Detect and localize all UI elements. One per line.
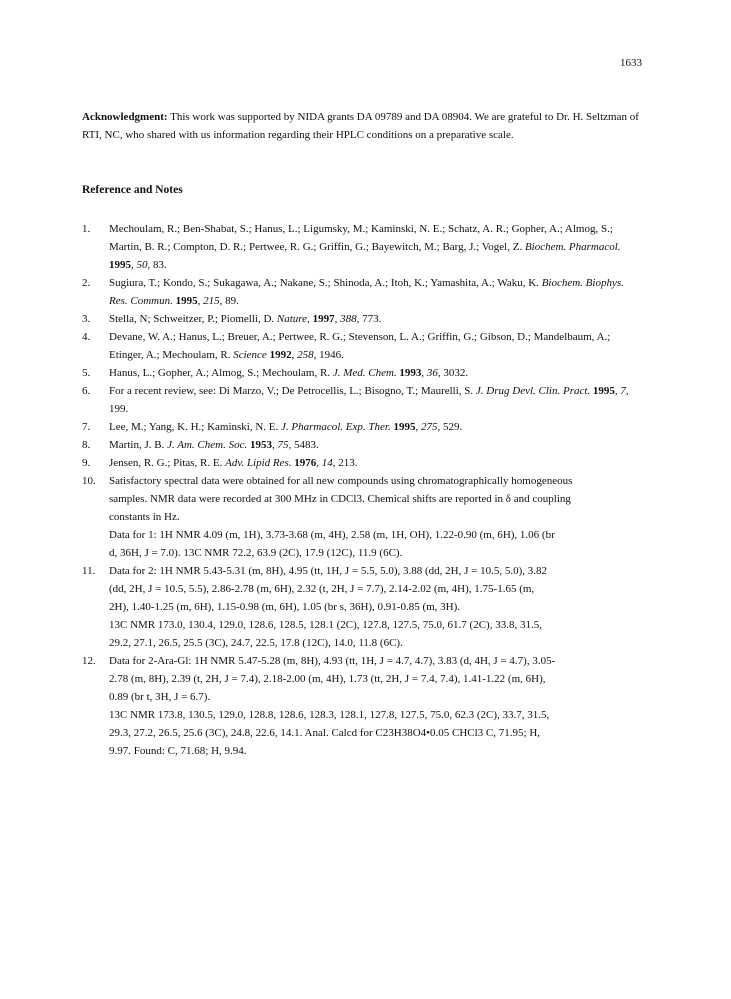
reference-authors: Hanus, L.; Gopher, A.; Almog, S.; Mechoulam, R. <box>109 367 331 379</box>
reference-number: 11. <box>82 565 96 577</box>
reference-journal: J. Pharmacol. Exp. Ther. <box>281 421 391 433</box>
reference-number: 7. <box>82 421 91 433</box>
reference-data-line: (dd, 2H, J = 10.5, 5.5), 2.86-2.78 (m, 6H), 2.32 (t, 2H, J = 7.7), 2.14-2.02 (m, 4H), 1.75-1.65 (m, <box>109 583 535 595</box>
reference-volume: 7 <box>620 385 626 397</box>
reference-item: 8. Martin, J. B. J. Am. Chem. Soc. 1953, 75, 5483. <box>82 436 642 454</box>
reference-year: 1995 <box>109 259 131 271</box>
reference-data-line: 13C NMR 173.0, 130.4, 129.0, 128.6, 128.5, 128.1 (2C), 127.8, 127.5, 75.0, 61.7 (2C), 33.8, 31.5, <box>109 619 542 631</box>
reference-data-line: 9.97. Found: C, 71.68; H, 9.94. <box>109 745 247 757</box>
reference-year: 1993 <box>399 367 422 379</box>
reference-volume: 50 <box>136 259 148 271</box>
reference-pages: 529. <box>442 421 463 433</box>
reference-number: 8. <box>82 439 91 451</box>
reference-data-line <box>109 526 642 544</box>
reference-number: 12. <box>82 655 96 667</box>
reference-item <box>82 562 642 652</box>
reference-number: 6. <box>82 385 91 397</box>
reference-number: 3. <box>82 313 91 325</box>
page-number: 1633 <box>620 57 642 69</box>
reference-note-line: Satisfactory spectral data were obtained for all new compounds using chromatographically homogeneous <box>109 475 573 487</box>
reference-item: 4. Devane, W. A.; Hanus, L.; Breuer, A.; Pertwee, R. G.; Stevenson, L. A.; Griffin, G.; Gibson, D.; Mandelbaum, A.; Etinger, A.; Mechoulam, R. Science 1992, 258, 1946. <box>82 328 642 364</box>
reference-data-line: Data for 2: 1H NMR 5.43-5.31 (m, 8H), 4.95 (tt, 1H, J = 5.5, 5.0), 3.88 (dd, 2H, J = 10.5, 5.0), 3.82 <box>109 565 548 577</box>
references-heading: Reference and Notes <box>82 184 183 196</box>
reference-item <box>82 652 642 760</box>
acknowledgment-label: Acknowledgment: <box>82 111 168 123</box>
reference-year: 1976 <box>294 457 317 469</box>
reference-pages: 199. <box>109 403 129 415</box>
reference-journal: Adv. Lipid Res. <box>225 457 292 469</box>
reference-journal: J. Med. Chem. <box>332 367 397 379</box>
reference-authors: Martin, J. B. <box>109 439 165 451</box>
reference-pages: 773. <box>362 313 382 325</box>
acknowledgment-text: This work was supported by NIDA grants DA 09789 and DA 08904. We are grateful to Dr. H. Seltzman of RTI, NC, who shared with us information regarding their HPLC conditions on a preparative scale. <box>82 111 639 141</box>
reference-item: 9. Jensen, R. G.; Pitas, R. E. Adv. Lipid Res. 1976, 14, 213. <box>82 454 642 472</box>
reference-item: 5. Hanus, L.; Gopher, A.; Almog, S.; Mechoulam, R. J. Med. Chem. 1993, 36, 3032. <box>82 364 642 382</box>
reference-item: 7. Lee, M.; Yang, K. H.; Kaminski, N. E. J. Pharmacol. Exp. Ther. 1995, 275, 529. <box>82 418 642 436</box>
data-text: 1H NMR 4.09 (m, 1H), 3.73-3.68 (m, 4H), 2.58 (m, 1H, OH), 1.22-0.90 (m, 6H), 1.06 (br <box>159 529 555 541</box>
reference-data-line: 0.89 (br t, 3H, J = 6.7). <box>109 691 211 703</box>
reference-volume: 388 <box>340 313 357 325</box>
reference-list <box>82 220 642 760</box>
reference-journal: Nature, <box>276 313 310 325</box>
reference-number: 9. <box>82 457 91 469</box>
reference-note-line: samples. NMR data were recorded at 300 MHz in CDCl3. Chemical shifts are reported in δ and coupling <box>109 493 571 505</box>
reference-journal: Science <box>233 349 267 361</box>
reference-authors: For a recent review, see: Di Marzo, V.; De Petrocellis, L.; Bisogno, T.; Maurelli, S. <box>109 385 474 397</box>
reference-item: 3. Stella, N; Schweitzer, P.; Piomelli, D. Nature, 1997, 388, 773. <box>82 310 642 328</box>
reference-number: 4. <box>82 331 91 343</box>
reference-note-line: constants in Hz. <box>109 511 180 523</box>
reference-data-line: Data for 2-Ara-Gl: 1H NMR 5.47-5.28 (m, 8H), 4.93 (tt, 1H, J = 4.7, 4.7), 3.83 (d, 4H, J = 4.7), 3.05- <box>109 655 556 667</box>
reference-authors: Lee, M.; Yang, K. H.; Kaminski, N. E. <box>109 421 279 433</box>
reference-year: 1995 <box>175 295 198 307</box>
reference-year: 1992 <box>269 349 292 361</box>
reference-volume: 215 <box>203 295 220 307</box>
reference-data-line: 29.3, 27.2, 26.5, 25.6 (3C), 24.8, 22.6, 14.1. Anal. Calcd for C23H38O4•0.05 CHCl3 C, 71.95; H, <box>109 727 541 739</box>
reference-authors: Jensen, R. G.; Pitas, R. E. <box>109 457 223 469</box>
reference-pages: 83. <box>153 259 167 271</box>
reference-number: 2. <box>82 277 91 289</box>
reference-volume: 36 <box>426 367 438 379</box>
reference-data-line: 29.2, 27.1, 26.5, 25.5 (3C), 24.7, 22.5, 17.8 (12C), 14.0, 11.8 (6C). <box>109 637 403 649</box>
reference-data-line: d, 36H, J = 7.0). 13C NMR 72.2, 63.9 (2C), 17.9 (12C), 11.9 (6C). <box>109 547 403 559</box>
reference-volume: 275 <box>420 421 438 433</box>
reference-item <box>82 472 642 562</box>
reference-year: 1997 <box>312 313 335 325</box>
reference-volume: 14 <box>321 457 333 469</box>
reference-volume: 75 <box>277 439 289 451</box>
reference-year: 1995 <box>393 421 416 433</box>
reference-authors: Devane, W. A.; Hanus, L.; Breuer, A.; Pertwee, R. G.; Stevenson, L. A.; Griffin, G.; Gibson, D.; Mandelbaum, A.; Etinger, A.; Mechoulam, R. <box>109 331 611 361</box>
reference-authors: Sugiura, T.; Kondo, S.; Sukagawa, A.; Nakane, S.; Shinoda, A.; Itoh, K.; Yamashita, A.; Waku, K. <box>109 277 539 289</box>
reference-data-line: 2H), 1.40-1.25 (m, 6H), 1.15-0.98 (m, 6H), 1.05 (br s, 36H), 0.91-0.85 (m, 3H). <box>109 601 461 613</box>
reference-year: 1995 <box>592 385 615 397</box>
data-label: Data for 1: <box>109 529 157 541</box>
reference-number: 10. <box>82 475 96 487</box>
reference-volume: 258 <box>297 349 314 361</box>
reference-number: 5. <box>82 367 91 379</box>
acknowledgment <box>82 108 642 144</box>
reference-journal: Biochem. Biophys. Res. Commun. <box>109 277 624 307</box>
reference-pages: 89. <box>225 295 239 307</box>
reference-data-line: 13C NMR 173.8, 130.5, 129.0, 128.8, 128.6, 128.3, 128.1, 127.8, 127.5, 75.0, 62.3 (2C), 33.7, 31.5, <box>109 709 550 721</box>
reference-data-line: 2.78 (m, 8H), 2.39 (t, 2H, J = 7.4), 2.18-2.00 (m, 4H), 1.73 (tt, 2H, J = 7.4, 7.4), 1.41-1.22 (m, 6H), <box>109 673 546 685</box>
reference-authors: Stella, N; Schweitzer, P.; Piomelli, D. <box>109 313 275 325</box>
reference-number: 1. <box>82 223 91 235</box>
reference-year: 1953 <box>249 439 272 451</box>
reference-journal: J. Drug Devl. Clin. Pract. <box>475 385 591 397</box>
reference-item: 1. Mechoulam, R.; Ben-Shabat, S.; Hanus, L.; Ligumsky, M.; Kaminski, N. E.; Schatz, A. R.; Gopher, A.; Almog, S.; Martin, B. R.; Compton, D. R.; Pertwee, R. G.; Griffin, G.; Bayewitch, M.; Barg, J.; Vogel, Z. Biochem. Pharmacol. 1995, 50, 83. <box>82 220 642 274</box>
reference-pages: 1946. <box>319 349 344 361</box>
reference-journal: J. Am. Chem. Soc. <box>167 439 248 451</box>
reference-authors: Mechoulam, R.; Ben-Shabat, S.; Hanus, L.; Ligumsky, M.; Kaminski, N. E.; Schatz, A. R.; Gopher, A.; Almog, S.; Martin, B. R.; Compton, D. R.; Pertwee, R. G.; Griffin, G.; Bayewitch, M.; Barg, J.; Vogel, Z. <box>109 223 613 253</box>
reference-pages: 5483. <box>293 439 319 451</box>
reference-item: 2. Sugiura, T.; Kondo, S.; Sukagawa, A.; Nakane, S.; Shinoda, A.; Itoh, K.; Yamashita, A.; Waku, K. Biochem. Biophys. Res. Commun. 1995, 215, 89. <box>82 274 642 310</box>
reference-journal: Biochem. Pharmacol. <box>524 241 621 253</box>
reference-pages: 3032. <box>443 367 469 379</box>
reference-pages: 213. <box>338 457 358 469</box>
reference-item: 6. For a recent review, see: Di Marzo, V.; De Petrocellis, L.; Bisogno, T.; Maurelli, S. J. Drug Devl. Clin. Pract. 1995, 7, 199. <box>82 382 642 418</box>
